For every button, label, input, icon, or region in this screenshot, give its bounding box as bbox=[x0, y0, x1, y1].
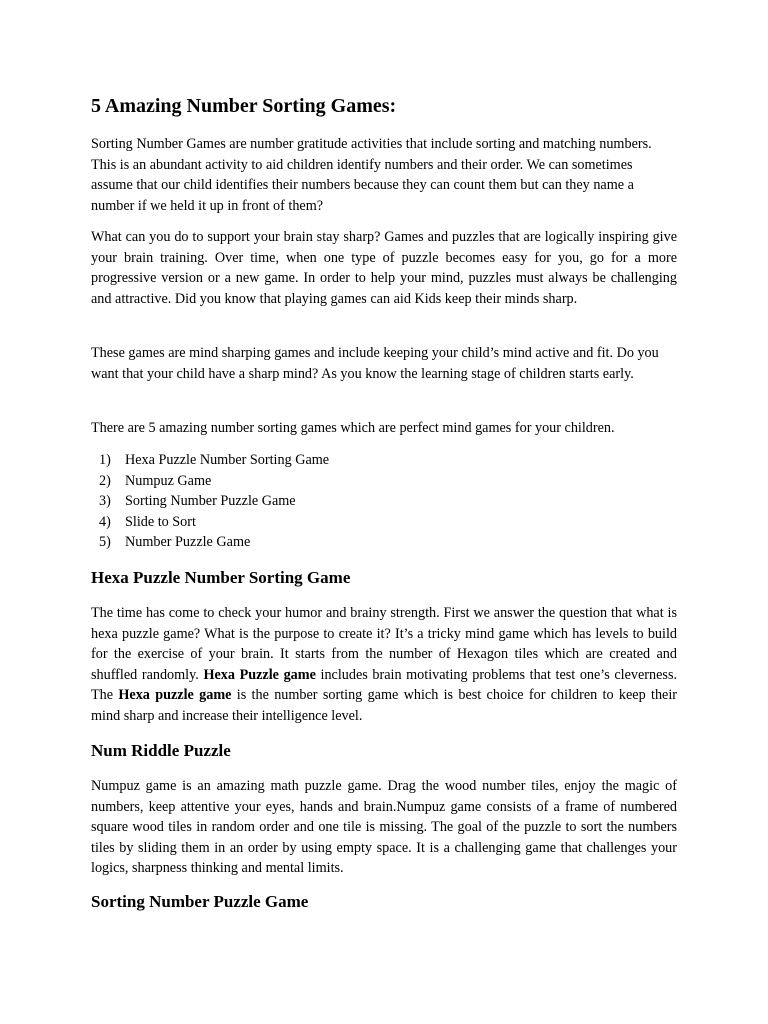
list-item: 2) Numpuz Game bbox=[99, 472, 212, 489]
list-item: 4) Slide to Sort bbox=[99, 513, 196, 530]
section-heading-hexa: Hexa Puzzle Number Sorting Game bbox=[91, 568, 351, 587]
intro-paragraph-3: These games are mind sharping games and include keeping your child’s mind active and fit. Do you want that your child have a sharp mind? As you know the learning stage of children starts early. bbox=[91, 345, 659, 382]
page-title: 5 Amazing Number Sorting Games: bbox=[91, 95, 397, 117]
intro-paragraph-4: There are 5 amazing number sorting games which are perfect mind games for your children. bbox=[91, 420, 615, 436]
list-item: 5) Number Puzzle Game bbox=[99, 534, 251, 550]
game-list bbox=[91, 450, 329, 553]
list-item: 1) Hexa Puzzle Number Sorting Game bbox=[99, 452, 330, 468]
section-heading-sorting-number: Sorting Number Puzzle Game bbox=[91, 892, 309, 911]
section-heading-num-riddle: Num Riddle Puzzle bbox=[91, 741, 231, 760]
intro-paragraph-1: Sorting Number Games are number gratitude activities that include sorting and matching numbers. This is an abundant activity to aid children identify numbers and their order. We can sometimes assume that our child identifies their numbers because they can count them but can they name a number if we held it up in front of them? bbox=[91, 136, 652, 214]
list-item: 3) Sorting Number Puzzle Game bbox=[99, 493, 296, 509]
section-paragraph-hexa: The time has come to check your humor and brainy strength. First we answer the question that what is hexa puzzle game? What is the purpose to create it? It’s a tricky mind game which has levels to build for the exercise of your brain. It starts from the number of Hexagon tiles which are created and shuffled randomly. Hexa Puzzle game includes brain motivating problems that test one’s cleverness. The Hexa puzzle game is the number sorting game which is best choice for children to keep their mind sharp and increase their intelligence level. bbox=[91, 605, 678, 724]
intro-paragraph-2: What can you do to support your brain stay sharp? Games and puzzles that are logically inspiring give your brain training. Over time, when one type of puzzle becomes easy for you, go for a more progressive version or a new game. In order to help your mind, puzzles must always be challenging and attractive. Did you know that playing games can aid Kids keep their minds sharp. bbox=[91, 229, 677, 307]
section-paragraph-num-riddle: Numpuz game is an amazing math puzzle game. Drag the wood number tiles, enjoy the magic of numbers, keep attentive your eyes, hands and brain.Numpuz game consists of a frame of numbered square wood tiles in random order and one tile is missing. The goal of the puzzle to sort the numbers tiles by sliding them in an order by using empty space. It is a challenging game that challenges your logics, sharpness thinking and mental limits. bbox=[91, 778, 677, 876]
